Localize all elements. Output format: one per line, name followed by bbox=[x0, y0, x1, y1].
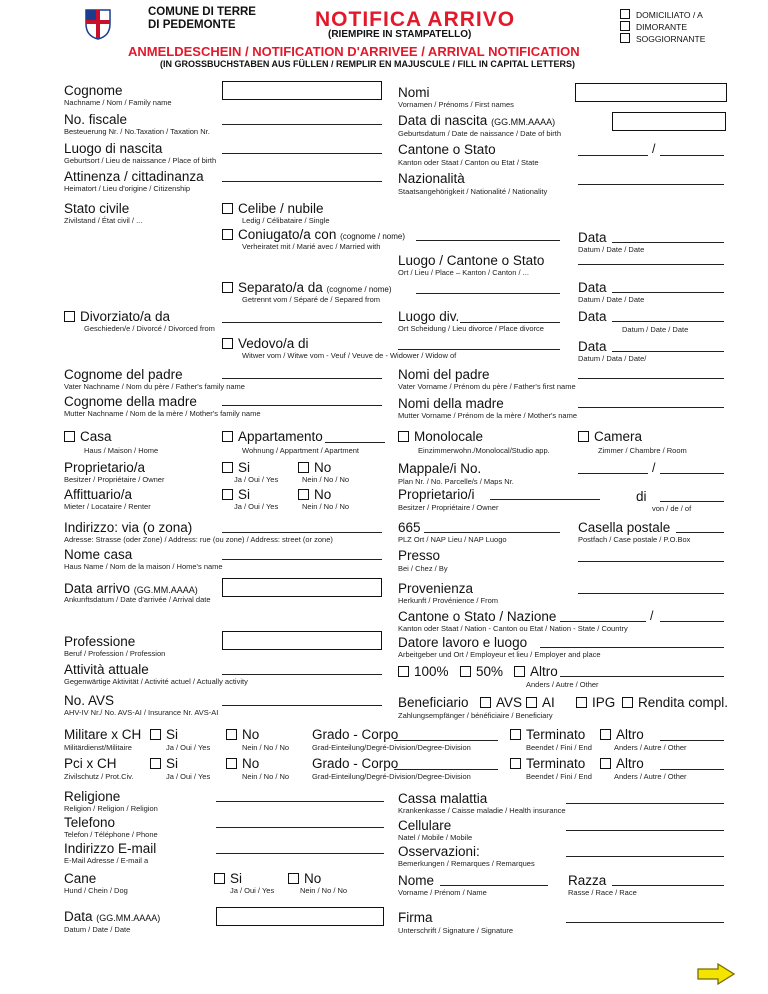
label-firma: Firma bbox=[398, 910, 433, 925]
label-att: Attività attuale bbox=[64, 662, 149, 677]
sub-cognome: Nachname / Nom / Family name bbox=[64, 98, 172, 107]
opt-benef-avs[interactable]: AVS bbox=[480, 696, 522, 710]
label-data-4: Data bbox=[578, 339, 607, 354]
sub-benef: Zahlungsempfänger / bénéficiaire / Beneficiary bbox=[398, 711, 553, 720]
label-fiscale: No. fiscale bbox=[64, 112, 128, 127]
checkbox-icon bbox=[480, 697, 491, 708]
sub-cap: PLZ Ort / NAP Lieu / NAP Luogo bbox=[398, 535, 507, 544]
opt-cane-si[interactable]: Si bbox=[214, 872, 242, 886]
opt-casa[interactable]: Casa bbox=[64, 430, 112, 444]
label-attinenza: Attinenza / cittadinanza bbox=[64, 169, 204, 184]
sub-casella: Postfach / Case postale / P.O.Box bbox=[578, 535, 691, 544]
casella-line[interactable] bbox=[676, 532, 724, 533]
avs-line[interactable] bbox=[222, 705, 382, 706]
sub-grado-2: Grad-Einteilung/Degré-Division/Degree-Division bbox=[312, 772, 471, 781]
sub-cane: Hund / Chein / Dog bbox=[64, 886, 128, 895]
label-oss: Osservazioni: bbox=[398, 844, 480, 859]
app-line[interactable] bbox=[325, 442, 385, 443]
form-title: NOTIFICA ARRIVO bbox=[315, 8, 516, 31]
nascita-field[interactable] bbox=[612, 112, 726, 131]
label-grado: Grado - Corpo bbox=[312, 727, 399, 742]
sub-propr: Besitzer / Propriétaire / Owner bbox=[64, 475, 165, 484]
fiscale-line[interactable] bbox=[222, 124, 382, 125]
sub-fiscale: Besteuerung Nr. / No.Taxation / Taxation Nr. bbox=[64, 127, 210, 136]
sub-altro: Anders / Autre / Other bbox=[526, 680, 599, 689]
sub-si-2: Ja / Oui / Yes bbox=[234, 502, 279, 511]
multilang-title: ANMELDESCHEIN / NOTIFICATION D'ARRIVEE / ARRIVAL NOTIFICATION bbox=[128, 44, 580, 59]
label-data-3: Data bbox=[578, 309, 607, 324]
checkbox-icon bbox=[64, 311, 75, 322]
sub-mappale: Plan Nr. / No. Parcelle/s / Maps Nr. bbox=[398, 477, 514, 486]
data-line-4[interactable] bbox=[612, 351, 724, 352]
sub-nommadre: Mutter Vorname / Prénom de la mère / Mother's name bbox=[398, 411, 578, 420]
checkbox-icon bbox=[600, 729, 611, 740]
sub-civile: Zivilstand / État civil / ... bbox=[64, 216, 143, 225]
opt-100[interactable]: 100% bbox=[398, 665, 449, 679]
form-title-sub: (RIEMPIRE IN STAMPATELLO) bbox=[328, 29, 472, 40]
label-mappale: Mappale/i No. bbox=[398, 461, 482, 476]
sub-mono: Einzimmerwohn./Monolocal/Studio app. bbox=[418, 446, 550, 455]
label-razza: Razza bbox=[568, 873, 607, 888]
label-cognome: Cognome bbox=[64, 83, 123, 98]
sub-luogodiv: Ort Scheidung / Lieu divorce / Place divorce bbox=[398, 324, 544, 333]
sub-firma: Unterschrift / Signature / Signature bbox=[398, 926, 514, 935]
sub-di: von / de / of bbox=[652, 504, 692, 513]
sub-divorz: Geschieden/e / Divorcé / Divorced from bbox=[84, 324, 215, 333]
grado-line-2[interactable] bbox=[394, 769, 498, 770]
option-domiciliato[interactable]: DOMICILIATO / A bbox=[620, 9, 703, 20]
label-prov: Provenienza bbox=[398, 581, 474, 596]
sub-luogo: Geburtsort / Lieu de naissance / Place of birth bbox=[64, 156, 217, 165]
sub-no-5: Nein / No / No bbox=[300, 886, 348, 895]
sub-no-1: Nein / No / No bbox=[302, 475, 350, 484]
sub-datore: Arbeitgeber und Ort / Employeur et lieu / Employer and place bbox=[398, 650, 601, 659]
label-datafin: Data (GG.MM.AAAA) bbox=[64, 909, 161, 924]
checkbox-icon bbox=[222, 338, 233, 349]
nomi-field[interactable] bbox=[575, 83, 727, 102]
altro-line[interactable] bbox=[560, 676, 724, 677]
label-cassa: Cassa malattia bbox=[398, 791, 488, 806]
di-line[interactable] bbox=[660, 501, 724, 502]
label-indirizzo: Indirizzo: via (o zona) bbox=[64, 520, 193, 535]
oss-line[interactable] bbox=[566, 856, 724, 857]
opt-benef-rend[interactable]: Rendita compl. bbox=[622, 696, 728, 710]
nomecasa-line[interactable] bbox=[222, 559, 382, 560]
crest-logo bbox=[84, 6, 112, 40]
sub-indirizzo: Adresse: Strasse (oder Zone) / Address: rue (ou zone) / Address: street (or zone) bbox=[64, 535, 333, 544]
luogo2-line[interactable] bbox=[578, 264, 724, 265]
slash: / bbox=[652, 142, 656, 156]
label-propri: Proprietario/i bbox=[398, 487, 475, 502]
tel-line[interactable] bbox=[216, 827, 384, 828]
nommadre-line[interactable] bbox=[578, 407, 724, 408]
slash: / bbox=[650, 609, 654, 623]
sub-app: Wohnung / Appartment / Apartment bbox=[242, 446, 360, 455]
label-propr: Proprietario/a bbox=[64, 460, 146, 475]
checkbox-icon bbox=[460, 666, 471, 677]
label-benef: Beneficiario bbox=[398, 695, 469, 710]
checkbox-icon bbox=[298, 462, 309, 473]
relig-line[interactable] bbox=[216, 801, 384, 802]
label-relig: Religione bbox=[64, 789, 121, 804]
checkbox-icon bbox=[510, 729, 521, 740]
email-line[interactable] bbox=[216, 853, 384, 854]
label-datore: Datore lavoro e luogo bbox=[398, 635, 528, 650]
data-line-3[interactable] bbox=[612, 321, 724, 322]
sub-separ: Getrennt vom / Séparé de / Separed from bbox=[242, 295, 380, 304]
checkbox-icon bbox=[620, 21, 630, 31]
label-email: Indirizzo E-mail bbox=[64, 841, 157, 856]
opt-benef-ai[interactable]: AI bbox=[526, 696, 555, 710]
label-civile: Stato civile bbox=[64, 201, 130, 216]
sub-camera: Zimmer / Chambre / Room bbox=[598, 446, 687, 455]
cogmadre-line[interactable] bbox=[222, 405, 382, 406]
sub-grado: Grad-Einteilung/Degré-Division/Degree-Division bbox=[312, 743, 471, 752]
checkbox-icon bbox=[222, 282, 233, 293]
sub-nompadre: Vater Vorname / Prénom du père / Father's first name bbox=[398, 382, 576, 391]
sub-data-3: Datum / Date / Date bbox=[622, 325, 689, 334]
opt-separ[interactable]: Separato/a da (cognome / nome) bbox=[222, 281, 392, 295]
checkbox-icon bbox=[214, 873, 225, 884]
label-affitt: Affittuario/a bbox=[64, 487, 133, 502]
data-line-1[interactable] bbox=[612, 242, 724, 243]
comune-name: COMUNE DI TERRE bbox=[148, 6, 256, 18]
cantnaz-line-2[interactable] bbox=[660, 621, 724, 622]
label-luogodiv: Luogo div. bbox=[398, 309, 460, 324]
checkbox-icon bbox=[622, 697, 633, 708]
label-data-1: Data bbox=[578, 230, 607, 245]
checkbox-icon bbox=[526, 697, 537, 708]
luogo-line[interactable] bbox=[222, 153, 382, 154]
sub-coniug: Verheiratet mit / Marié avec / Married with bbox=[242, 242, 381, 251]
label-arrivo: Data arrivo (GG.MM.AAAA) bbox=[64, 581, 198, 596]
sub-si-5: Ja / Oui / Yes bbox=[230, 886, 275, 895]
next-arrow-icon[interactable] bbox=[696, 962, 736, 986]
sub-cantnaz: Kanton oder Staat / Nation - Canton ou Etat / Nation - State / Country bbox=[398, 624, 628, 633]
label-pci: Pci x CH bbox=[64, 756, 117, 771]
checkbox-icon bbox=[222, 229, 233, 240]
cognome-field[interactable] bbox=[222, 81, 382, 100]
opt-celibe[interactable]: Celibe / nubile bbox=[222, 202, 324, 216]
label-luogo: Luogo di nascita bbox=[64, 141, 163, 156]
sub-prof: Beruf / Profession / Profession bbox=[64, 649, 166, 658]
sub-cassa: Krankenkasse / Caisse maladie / Health insurance bbox=[398, 806, 566, 815]
sub-relig: Religion / Religion / Religion bbox=[64, 804, 158, 813]
razza-line[interactable] bbox=[612, 885, 724, 886]
comune-name-2: DI PEDEMONTE bbox=[148, 19, 236, 31]
checkbox-icon bbox=[576, 697, 587, 708]
sub-razza: Rasse / Race / Race bbox=[568, 888, 637, 897]
label-nomi: Nomi bbox=[398, 85, 430, 100]
sub-cogmadre: Mutter Nachname / Nom de la mère / Mother's family name bbox=[64, 409, 261, 418]
vedovo-line[interactable] bbox=[398, 349, 560, 350]
sub-cell: Natel / Mobile / Mobile bbox=[398, 833, 473, 842]
opt-coniug[interactable]: Coniugato/a con (cognome / nome) bbox=[222, 228, 405, 242]
label-nascita: Data di nascita (GG.MM.AAAA) bbox=[398, 113, 556, 128]
label-prof: Professione bbox=[64, 634, 136, 649]
sub-arrivo: Ankunftsdatum / Date d'arrivée / Arrival date bbox=[64, 595, 211, 604]
sub-vedovo: Witwer vom / Witwe vom - Veuf / Veuve de - Widower / Widow of bbox=[242, 351, 457, 360]
opt-milit-si[interactable]: Si bbox=[150, 728, 178, 742]
sub-propri: Besitzer / Propriétaire / Owner bbox=[398, 503, 499, 512]
sub-no-2: Nein / No / No bbox=[302, 502, 350, 511]
opt-cane-no[interactable]: No bbox=[288, 872, 321, 886]
checkbox-icon bbox=[620, 9, 630, 19]
firma-line[interactable] bbox=[566, 922, 724, 923]
sub-luogo2: Ort / Lieu / Place – Kanton / Canton / ... bbox=[398, 268, 529, 277]
sub-nome: Vorname / Prénom / Name bbox=[398, 888, 487, 897]
checkbox-icon bbox=[288, 873, 299, 884]
sub-data-1: Datum / Date / Date bbox=[578, 245, 645, 254]
sub-si-3: Ja / Oui / Yes bbox=[166, 743, 211, 752]
opt-pci-no[interactable]: No bbox=[226, 757, 259, 771]
nome-line[interactable] bbox=[440, 885, 548, 886]
option-soggiornante[interactable]: SOGGIORNANTE bbox=[620, 33, 705, 44]
checkbox-icon bbox=[298, 489, 309, 500]
cap-line[interactable] bbox=[424, 532, 560, 533]
label-grado-2: Grado - Corpo bbox=[312, 756, 399, 771]
indirizzo-line[interactable] bbox=[222, 532, 382, 533]
checkbox-icon bbox=[510, 758, 521, 769]
opt-vedovo[interactable]: Vedovo/a di bbox=[222, 337, 309, 351]
sub-casa: Haus / Maison / Home bbox=[84, 446, 159, 455]
cap-value: 665 bbox=[398, 520, 421, 535]
multilang-sub: (IN GROSSBUCHSTABEN AUS FÜLLEN / REMPLIR EN MAJUSCULE / FILL IN CAPITAL LETTERS) bbox=[160, 59, 576, 69]
opt-propr-no[interactable]: No bbox=[298, 461, 331, 475]
datafin-field[interactable] bbox=[216, 907, 384, 926]
sub-nomi: Vornamen / Prénoms / First names bbox=[398, 100, 514, 109]
sub-datafin: Datum / Date / Date bbox=[64, 925, 131, 934]
checkbox-icon bbox=[150, 758, 161, 769]
sub-oss: Bemerkungen / Remarques / Remarques bbox=[398, 859, 535, 868]
cell-line[interactable] bbox=[566, 830, 724, 831]
sub-nascita: Geburtsdatum / Date de naissance / Date of birth bbox=[398, 129, 562, 138]
prov-line[interactable] bbox=[578, 593, 724, 594]
checkbox-icon bbox=[150, 729, 161, 740]
datore-line[interactable] bbox=[540, 647, 724, 648]
sub-tel: Telefon / Téléphone / Phone bbox=[64, 830, 158, 839]
opt-altro[interactable]: Altro bbox=[514, 665, 558, 679]
opt-affitt-si[interactable]: Si bbox=[222, 488, 250, 502]
opt-altro3[interactable]: Altro bbox=[600, 757, 644, 771]
sub-avs: AHV-IV Nr./ No. AVS-AI / Insurance Nr. AVS-AI bbox=[64, 708, 219, 717]
opt-camera[interactable]: Camera bbox=[578, 430, 642, 444]
label-presso: Presso bbox=[398, 548, 441, 563]
sub-si-1: Ja / Oui / Yes bbox=[234, 475, 279, 484]
att-line[interactable] bbox=[222, 674, 382, 675]
opt-pci-si[interactable]: Si bbox=[150, 757, 178, 771]
sub-cantone: Kanton oder Staat / Canton ou Etat / State bbox=[398, 158, 539, 167]
checkbox-icon bbox=[64, 431, 75, 442]
arrivo-field[interactable] bbox=[222, 578, 382, 597]
naz-line[interactable] bbox=[578, 184, 724, 185]
opt-benef-ipg[interactable]: IPG bbox=[576, 696, 615, 710]
sub-altro3: Anders / Autre / Other bbox=[614, 772, 687, 781]
sub-celibe: Ledig / Célibataire / Single bbox=[242, 216, 330, 225]
sub-cogpadre: Vater Nachname / Nom du père / Father's family name bbox=[64, 382, 245, 391]
propri-line[interactable] bbox=[490, 499, 600, 500]
mappale-line-2[interactable] bbox=[660, 473, 724, 474]
sub-naz: Staatsangehörigkeit / Nationalité / Nationality bbox=[398, 187, 548, 196]
label-milit: Militare x CH bbox=[64, 727, 142, 742]
sub-presso: Bei / Chez / By bbox=[398, 564, 448, 573]
label-cane: Cane bbox=[64, 871, 97, 886]
sub-email: E-Mail Adresse / E-mail a bbox=[64, 856, 149, 865]
presso-line[interactable] bbox=[578, 561, 724, 562]
sub-attinenza: Heimatort / Lieu d'origine / Citizenship bbox=[64, 184, 191, 193]
checkbox-icon bbox=[578, 431, 589, 442]
label-cogpadre: Cognome del padre bbox=[64, 367, 183, 382]
label-cogmadre: Cognome della madre bbox=[64, 394, 197, 409]
label-nome: Nome bbox=[398, 873, 435, 888]
label-casella: Casella postale bbox=[578, 520, 671, 535]
sub-no-3: Nein / No / No bbox=[242, 743, 290, 752]
coniug-line[interactable] bbox=[416, 240, 560, 241]
slash: / bbox=[652, 461, 656, 475]
nompadre-line[interactable] bbox=[578, 378, 724, 379]
sub-affitt: Mieter / Locataire / Renter bbox=[64, 502, 151, 511]
checkbox-icon bbox=[222, 203, 233, 214]
checkbox-icon bbox=[398, 666, 409, 677]
label-di: di bbox=[636, 489, 647, 504]
sub-milit: Militärdienst/Militaire bbox=[64, 743, 132, 752]
label-tel: Telefono bbox=[64, 815, 116, 830]
mappale-line-1[interactable] bbox=[578, 473, 648, 474]
label-nompadre: Nomi del padre bbox=[398, 367, 490, 382]
checkbox-icon bbox=[226, 729, 237, 740]
sub-no-4: Nein / No / No bbox=[242, 772, 290, 781]
label-avs: No. AVS bbox=[64, 693, 115, 708]
sub-nomecasa: Haus Name / Nom de la maison / Home's name bbox=[64, 562, 223, 571]
sub-si-4: Ja / Oui / Yes bbox=[166, 772, 211, 781]
sub-att: Gegenwärtige Aktivität / Activité actuel / Actually activity bbox=[64, 677, 248, 686]
sub-term: Beendet / Fini / End bbox=[526, 743, 592, 752]
sub-term-2: Beendet / Fini / End bbox=[526, 772, 592, 781]
grado-line[interactable] bbox=[394, 740, 498, 741]
checkbox-icon bbox=[222, 489, 233, 500]
label-cell: Cellulare bbox=[398, 818, 452, 833]
opt-term[interactable]: Terminato bbox=[510, 728, 585, 742]
label-cantone: Cantone o Stato bbox=[398, 142, 496, 157]
opt-propr-si[interactable]: Si bbox=[222, 461, 250, 475]
opt-affitt-no[interactable]: No bbox=[298, 488, 331, 502]
checkbox-icon bbox=[398, 431, 409, 442]
opt-milit-no[interactable]: No bbox=[226, 728, 259, 742]
sub-data-2: Datum / Date / Date bbox=[578, 295, 645, 304]
sub-data-4: Datum / Data / Date/ bbox=[578, 354, 647, 363]
cantone-line-1[interactable] bbox=[578, 155, 648, 156]
attinenza-line[interactable] bbox=[222, 181, 382, 182]
altro2-line[interactable] bbox=[660, 740, 724, 741]
opt-altro2[interactable]: Altro bbox=[600, 728, 644, 742]
data-line-2[interactable] bbox=[612, 292, 724, 293]
label-data-2: Data bbox=[578, 280, 607, 295]
label-naz: Nazionalità bbox=[398, 171, 465, 186]
checkbox-icon bbox=[222, 431, 233, 442]
cantnaz-line-1[interactable] bbox=[560, 621, 646, 622]
cantone-line-2[interactable] bbox=[660, 155, 724, 156]
label-nommadre: Nomi della madre bbox=[398, 396, 504, 411]
label-nomecasa: Nome casa bbox=[64, 547, 133, 562]
sub-altro2: Anders / Autre / Other bbox=[614, 743, 687, 752]
cassa-line[interactable] bbox=[566, 803, 724, 804]
label-luogo2: Luogo / Cantone o Stato bbox=[398, 253, 545, 268]
divorz-line[interactable] bbox=[222, 322, 382, 323]
checkbox-icon bbox=[514, 666, 525, 677]
opt-app[interactable]: Appartamento bbox=[222, 430, 323, 444]
checkbox-icon bbox=[600, 758, 611, 769]
opt-term-2[interactable]: Terminato bbox=[510, 757, 585, 771]
checkbox-icon bbox=[226, 758, 237, 769]
checkbox-icon bbox=[222, 462, 233, 473]
sub-prov: Herkunft / Provénience / From bbox=[398, 596, 499, 605]
cogpadre-line[interactable] bbox=[222, 378, 382, 379]
label-cantnaz: Cantone o Stato / Nazione bbox=[398, 609, 557, 624]
opt-mono[interactable]: Monolocale bbox=[398, 430, 483, 444]
checkbox-icon bbox=[620, 33, 630, 43]
prof-field[interactable] bbox=[222, 631, 382, 650]
option-dimorante[interactable]: DIMORANTE bbox=[620, 21, 687, 32]
opt-divorz[interactable]: Divorziato/a da bbox=[64, 310, 170, 324]
separ-line[interactable] bbox=[416, 293, 560, 294]
sub-pci: Zivilschutz / Prot.Civ. bbox=[64, 772, 134, 781]
luogodiv-line[interactable] bbox=[460, 322, 560, 323]
opt-50[interactable]: 50% bbox=[460, 665, 503, 679]
altro3-line[interactable] bbox=[660, 769, 724, 770]
